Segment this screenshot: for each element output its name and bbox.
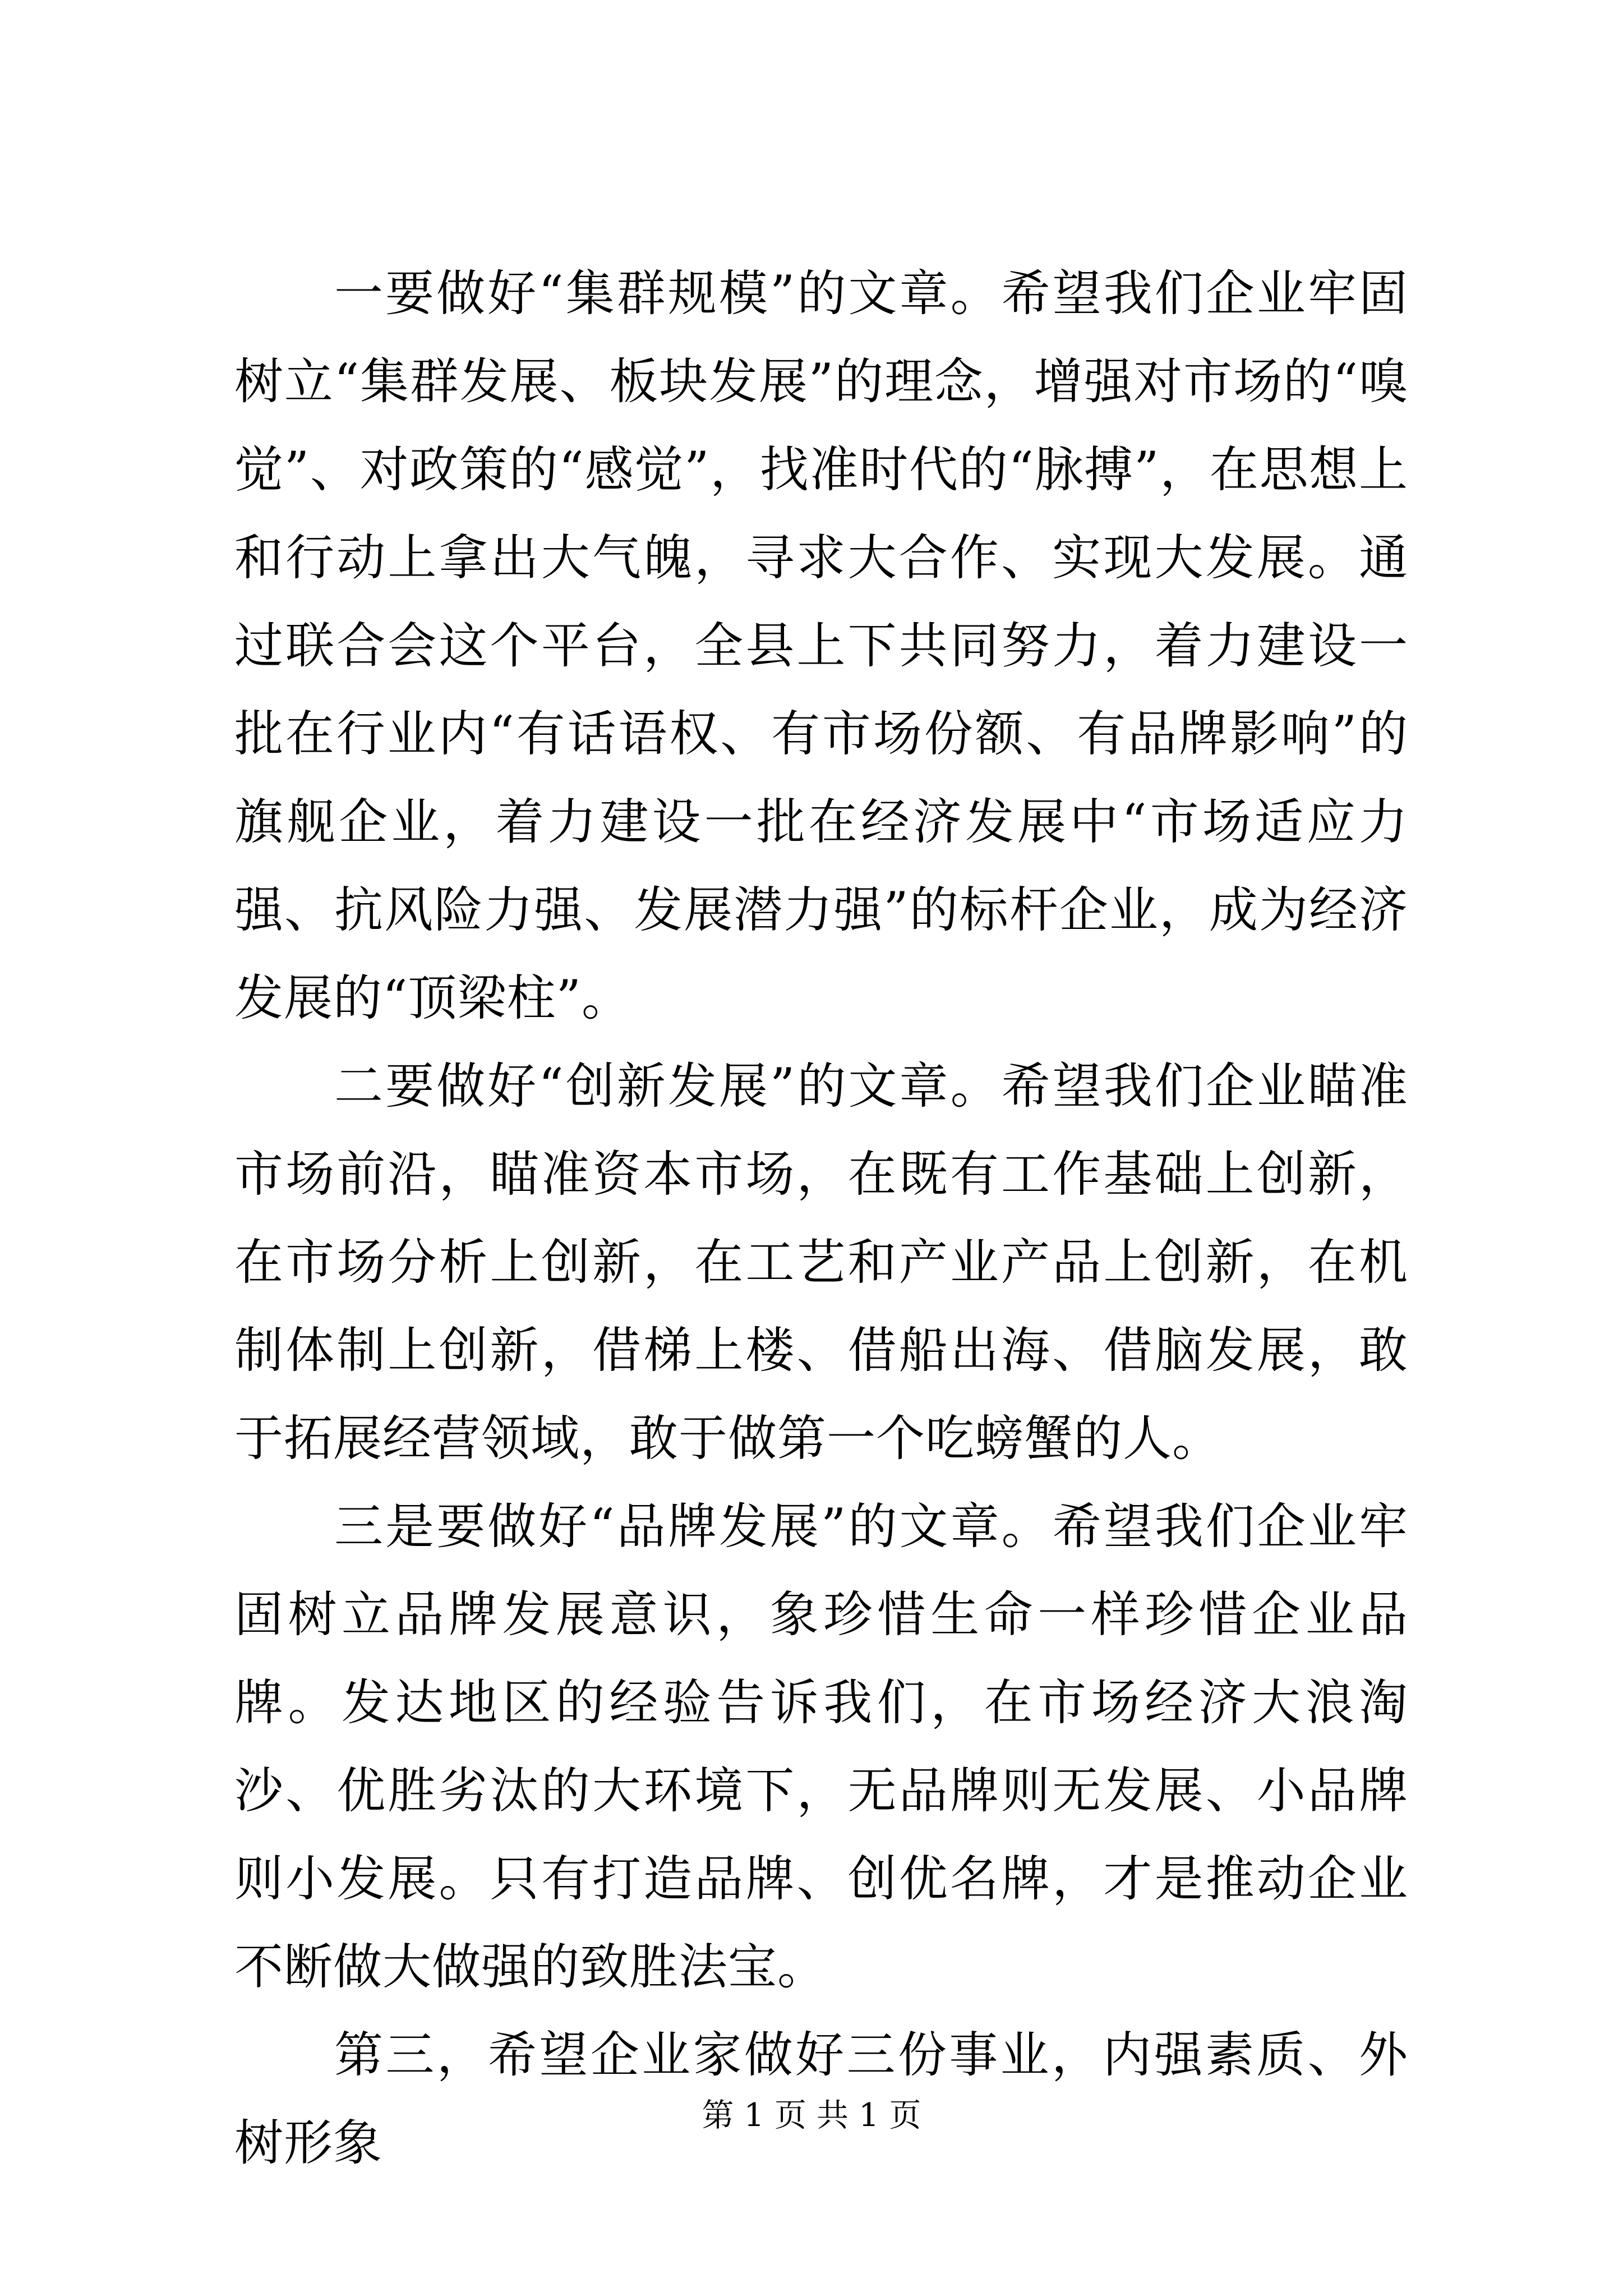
paragraph-innovation-development: 二要做好“创新发展”的文章。希望我们企业瞄准市场前沿，瞄准资本市场，在既有工作基础上创新，在市场分析上创新，在工艺和产业产品上创新，在机制体制上创新，借梯上楼、借船出海、借脑发展，敢于拓展经营领域，敢于做第一个吃螃蟹的人。 <box>234 1057 1408 1467</box>
paragraph-cluster-scale: 一要做好“集群规模”的文章。希望我们企业牢固树立“集群发展、板块发展”的理念，增强对市场的“嗅觉”、对政策的“感觉”，找准时代的“脉搏”，在思想上和行动上拿出大气魄，寻求大合作、实现大发展。通过联合会这个平台，全县上下共同努力，着力建设一批在行业内“有话语权、有市场份额、有品牌影响”的旗舰企业，着力建设一批在经济发展中“市场适应力强、抗风险力强、发展潜力强”的标杆企业，成为经济发展的“顶梁柱”。 <box>234 265 1408 1027</box>
paragraph-third-section-heading: 第三，希望企业家做好三份事业，内强素质、外树形象 <box>234 2026 1408 2171</box>
page-footer <box>0 2095 1623 2136</box>
document-body <box>234 250 1408 2187</box>
paragraph-brand-development: 三是要做好“品牌发展”的文章。希望我们企业牢固树立品牌发展意识，象珍惜生命一样珍惜企业品牌。发达地区的经验告诉我们，在市场经济大浪淘沙、优胜劣汰的大环境下，无品牌则无发展、小品牌则小发展。只有打造品牌、创优名牌，才是推动企业不断做大做强的致胜法宝。 <box>234 1498 1408 1995</box>
page-number-label: 第 1 页 共 1 页 <box>702 2097 921 2134</box>
